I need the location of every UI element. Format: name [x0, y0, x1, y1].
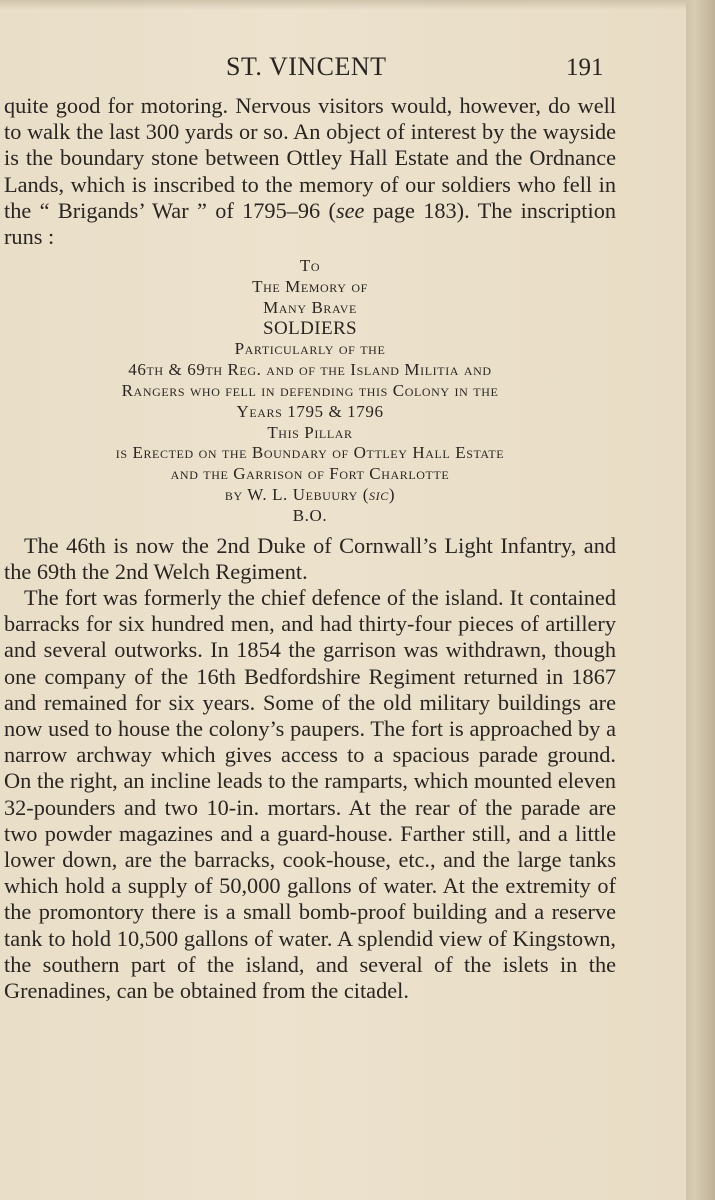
inscription-line-1: To: [299, 256, 321, 276]
inscription-line-9: This Pillar: [267, 422, 353, 442]
inscription-line-3: Many Brave: [263, 297, 357, 317]
paragraph-1-italic: see: [335, 197, 365, 223]
text-block: [4, 93, 616, 1004]
inscription-sic: sic: [369, 484, 389, 504]
inscription-line-12: [4, 485, 616, 506]
paragraph-1: [4, 93, 616, 250]
inscription-line-6: 46th & 69th Reg. and of the Island Militia and: [128, 360, 492, 380]
paragraph-1-end: page 183). The inscription runs :: [4, 197, 616, 250]
inscription-line-5: Particularly of the: [234, 339, 386, 359]
running-head: [0, 46, 640, 90]
inscription-line-10: is Erected on the Boundary of Ottley Hall Estate: [115, 443, 505, 463]
page-top-shadow: [0, 0, 700, 10]
inscription-line-7: Rangers who fell in defending this Colony in the: [121, 381, 499, 400]
inscription-line-8: Years 1795 & 1796: [236, 401, 384, 421]
page-gutter: [686, 0, 715, 1200]
inscription-line-4: SOLDIERS: [263, 317, 357, 339]
paragraph-2: The 46th is now the 2nd Duke of Cornwall’s Light Infantry, and the 69th the 2nd Welch Regiment.: [4, 532, 616, 584]
inscription-line-2: The Memory of: [252, 277, 368, 297]
inscription-by-end: ): [388, 484, 396, 504]
running-title: ST. VINCENT: [226, 52, 387, 81]
inscription-signoff: B.O.: [292, 505, 328, 525]
page-number: 191: [566, 54, 604, 81]
paragraph-3: The fort was formerly the chief defence of the island. It contained barracks for six hundred men, and had thirty-four pieces of artillery and several outworks. In 1854 the garrison was withdrawn, though one company of the 16th Bedfordshire Regiment returned in 1867 and remained for six years. Some of the old military buildings are now used to house the colony’s paupers. The fort is approached by a narrow archway which gives access to a spacious parade ground. On the right, an incline leads to the ramparts, which mounted eleven 32-pounders and two 10-in. mortars. At the rear of the parade are two powder magazines and a guard-house. Farther still, and a little lower down, are the barracks, cook-house, etc., and the large tanks which hold a supply of 50,000 gallons of water. At the extremity of the promontory there is a small bomb-proof building and a reserve tank to hold 10,500 gallons of water. A splendid view of Kingstown, the southern part of the island, and several of the islets in the Grenadines, can be obtained from the citadel.: [4, 584, 616, 1004]
inscription-line-11: and the Garrison of Fort Charlotte: [170, 464, 450, 484]
inscription: [4, 256, 616, 526]
paragraph-1-text: quite good for motoring. Nervous visitors would, however, do well to walk the last 300 yards or so. An object of interest by the wayside is the boundary stone between Ottley Hall Estate and the Ordnance Lands, which is inscribed to the memory of our soldiers who fell in the “ Brigands’ War ” of 1795–96 (: [4, 93, 616, 223]
inscription-by: by W. L. Uebuury (: [224, 484, 370, 504]
